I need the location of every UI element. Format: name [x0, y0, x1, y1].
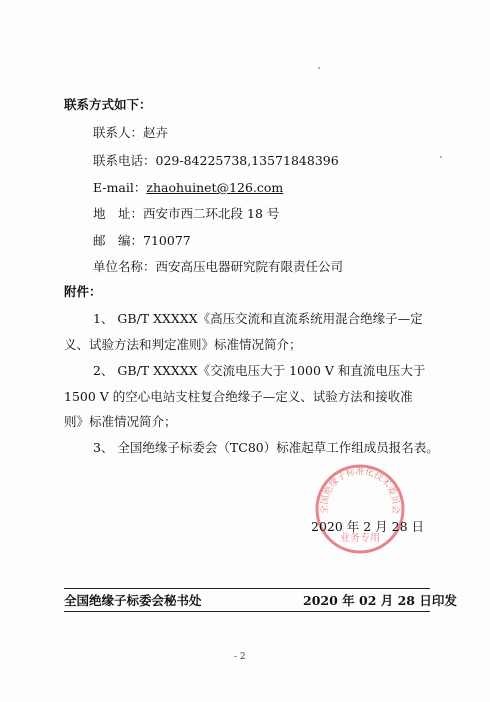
- org-label: 单位名称：: [93, 259, 156, 274]
- footer-bottom-rule: [64, 611, 430, 612]
- phone-label: 联系电话：: [93, 153, 156, 168]
- email-label: E-mail：: [93, 180, 147, 195]
- footer-printed-date: 2020 年 02 月 28 日印发: [303, 593, 457, 608]
- attachments-heading: 附件：: [64, 284, 102, 299]
- contact-email: [93, 180, 283, 196]
- contact-phone: [93, 153, 339, 169]
- phone-value: 029-84225738,13571848396: [155, 153, 339, 168]
- seal-center-text: 业务专用: [340, 533, 380, 544]
- signature-date: 2020 年 2 月 28 日: [311, 519, 425, 534]
- postcode-value: 710077: [143, 233, 191, 248]
- attachment-2-line-2: 1500 V 的空心电站支柱复合绝缘子—定义、试验方法和接收准: [64, 389, 413, 404]
- official-seal: [314, 463, 406, 555]
- attachment-2-line-3: 则》标准情况简介；: [64, 414, 177, 429]
- contact-person: 联系人：赵卉: [93, 125, 169, 140]
- address-label: 地 址：: [93, 206, 144, 221]
- contact-heading: 联系方式如下：: [64, 97, 152, 112]
- page-number: - 2: [234, 652, 246, 662]
- attachment-2-line-1: 2、 GB/T XXXXX《交流电压大于 1000 V 和直流电压大于: [93, 363, 426, 378]
- contact-organization: [93, 259, 343, 275]
- seal-arc-text: 全国绝缘子标准化技术委员会: [319, 466, 401, 515]
- attachment-1-line-2: 义、试验方法和判定准则》标准情况简介；: [64, 337, 302, 352]
- footer-issuer: 全国绝缘子标委会秘书处: [64, 593, 202, 608]
- attachment-1-line-1: 1、 GB/T XXXXX《高压交流和直流系统用混合绝缘子—定: [93, 311, 423, 326]
- attachment-3-line-1: 3、 全国绝缘子标委会（TC80）标准起草工作组成员报名表。: [93, 440, 439, 455]
- contact-address: [93, 206, 279, 222]
- contact-postcode: [93, 233, 191, 249]
- address-value: 西安市西二环北段 18 号: [143, 206, 280, 221]
- scan-speck: [318, 67, 320, 69]
- email-link[interactable]: zhaohuinet@126.com: [146, 180, 284, 195]
- footer-top-rule: [64, 588, 430, 589]
- postcode-label: 邮 编：: [93, 233, 144, 248]
- org-value: 西安高压电器研究院有限责任公司: [155, 259, 344, 274]
- scan-speck: [440, 156, 442, 158]
